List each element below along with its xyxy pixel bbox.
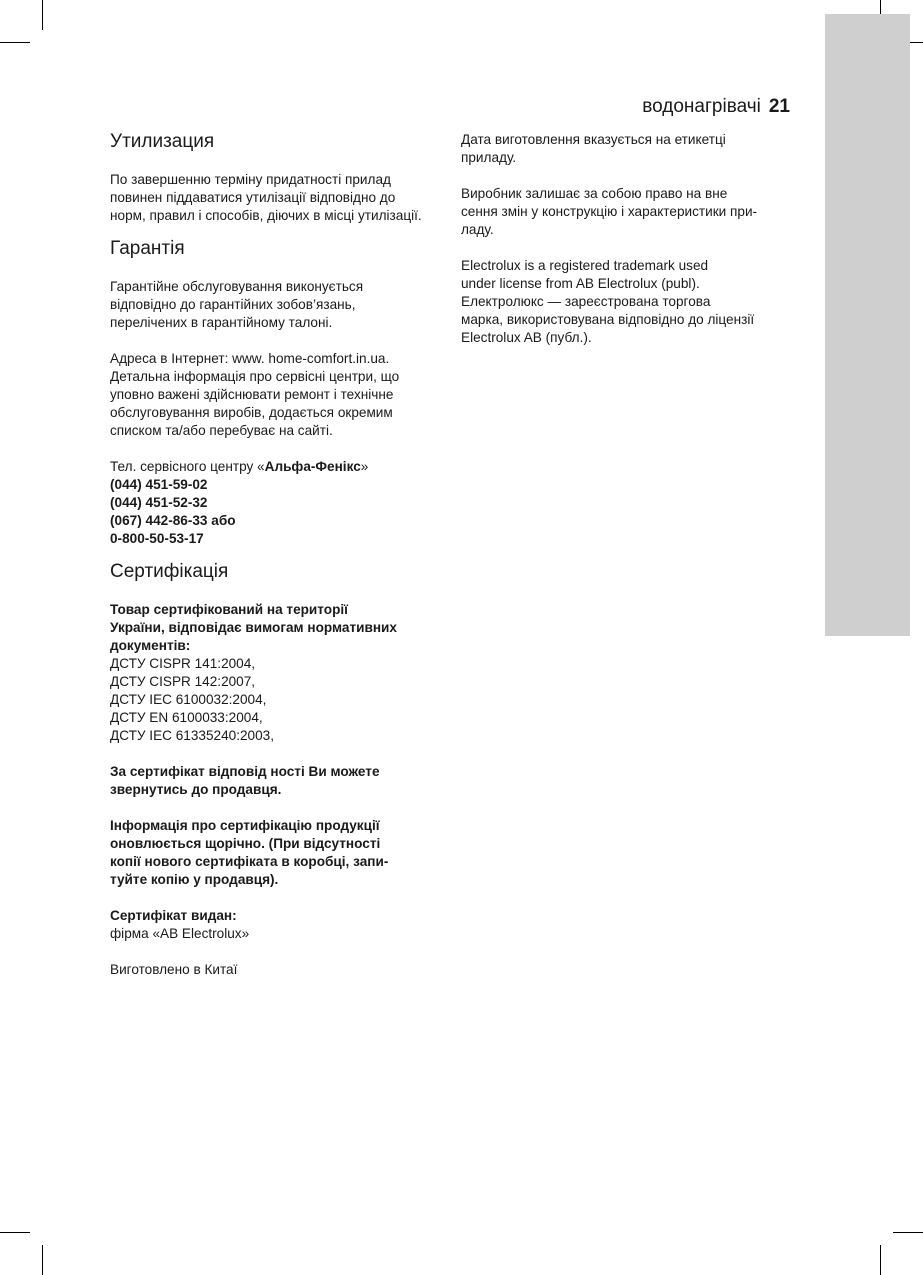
crop-mark-top-left-v <box>42 0 43 30</box>
certificate-issuer: Сертифікат видан: фірма «AB Electrolux» <box>110 908 250 941</box>
side-tab <box>825 14 910 636</box>
left-column <box>110 131 442 979</box>
certification-contact: За сертифікат відповід ності Ви можете звернутись до продавця. <box>110 764 380 797</box>
disposal-title: Утилизация <box>110 131 215 152</box>
service-center: Тел. сервісного центру «Альфа-Фенікс» (044) 451-59-02 (044) 451-52-32 (067) 442-86-33 або 0-800-50-53-17 <box>110 459 369 546</box>
crop-mark-bottom-right-h <box>893 1232 923 1233</box>
certification-title: Сертифікація <box>110 561 229 582</box>
crop-mark-bottom-left-h <box>0 1232 30 1233</box>
warranty-title: Гарантія <box>110 238 185 259</box>
warranty-address: Адреса в Інтернет: www. home-comfort.in.ua. Детальна інформація про сервісні центри, що уповно важені здійснювати ремонт і технічне обслуговування виробів, додається окремим списком та/або перебуває на сайті. <box>110 351 400 438</box>
warranty-text: Гарантійне обслуговування виконується відповідно до гарантійних зобов’язань, перелічених в гарантійному талоні. <box>110 279 364 330</box>
manufacture-date: Дата виготовлення вказується на етикетці приладу. <box>461 132 726 165</box>
phone: (067) 442-86-33 або <box>110 513 236 528</box>
crop-mark-bottom-left-v <box>42 1245 43 1275</box>
phone: (044) 451-52-32 <box>110 495 208 510</box>
phone: 0-800-50-53-17 <box>110 531 204 546</box>
right-column <box>461 131 796 347</box>
disposal-text: По завершенню терміну придатності прилад повинен піддаватися утилізації відповідно до норм, правил і способів, діючих в місці утилізації. <box>110 172 422 223</box>
country-of-origin: Виготовлено в Китаї <box>110 962 238 977</box>
page-number: 21 <box>768 96 790 117</box>
header-section: водонагрівачі <box>642 96 761 117</box>
certification-standards: Товар сертифікований на території України, відповідає вимогам нормативних документів: ДСТУ CISPR 141:2004, ДСТУ CISPR 142:2007, ДСТУ IEC 6100032:2004, ДСТУ EN 6100033:2004, ДСТУ IEC 61335240:2003, <box>110 602 397 743</box>
service-center-name: Альфа-Фенікс <box>264 459 361 474</box>
manufacturer-rights: Виробник залишає за собою право на вне сення змін у конструкцію і характеристики при- ладу. <box>461 186 758 237</box>
crop-mark-top-left-h <box>0 42 30 43</box>
trademark-notice: Electrolux is a registered trademark used under license from AB Electrolux (publ). Електролюкс — зареєстрована торгова марка, використовувана відповідно до ліцензії Electrolux AB (публ.). <box>461 258 755 345</box>
page-header <box>642 96 790 118</box>
certification-update: Інформація про сертифікацію продукції оновлюється щорічно. (При відсутності копії нового сертифіката в коробці, запи- туйте копію у продавця). <box>110 818 389 887</box>
phone: (044) 451-59-02 <box>110 477 208 492</box>
crop-mark-bottom-right-v <box>880 1245 881 1275</box>
